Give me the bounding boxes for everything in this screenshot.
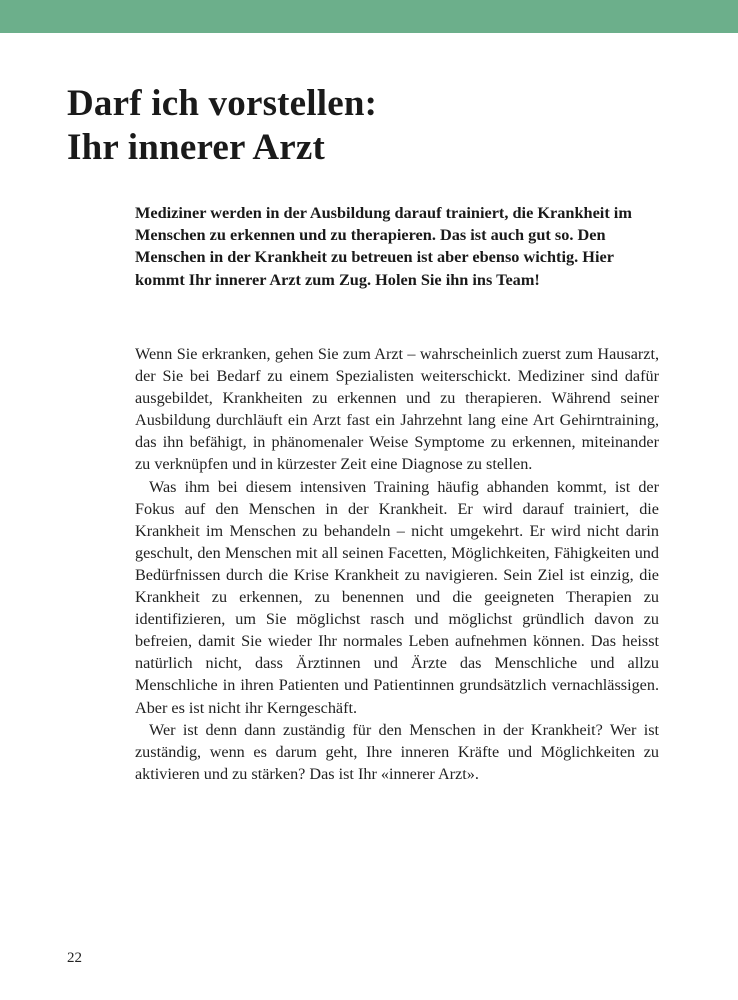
body-paragraph-3: Wer ist denn dann zuständig für den Menschen in der Krankheit? Wer ist zuständig, wenn es darum geht, Ihre inneren Kräfte und Möglichkeiten zu aktivieren und zu stärken? Das ist Ihr «innerer Arzt». xyxy=(135,720,659,783)
chapter-title xyxy=(67,82,377,170)
body-paragraph-2: Was ihm bei diesem intensiven Training häufig abhanden kommt, ist der Fokus auf den Menschen in der Krankheit. Er wird darauf trainiert, die Krankheit im Menschen zu behandeln – nicht umgekehrt. Er wird nicht darin geschult, den Menschen mit all seinen Facetten, Möglichkeiten, Fähigkeiten und Bedürfnissen durch die Krise Krankheit zu navigieren. Sein Ziel ist einzig, die Krankheit zu erkennen, zu benennen und die geeigneten Therapien zu identifizieren, um Sie möglichst rasch und möglichst gründlich davon zu befreien, damit Sie wieder Ihr normales Leben aufnehmen können. Das heisst natürlich nicht, dass Ärztinnen und Ärzte das Menschliche und allzu Menschliche in ihren Patienten und Patientinnen grundsätzlich vernachlässigen. Aber es ist nicht ihr Kerngeschäft. xyxy=(135,477,659,717)
header-color-band xyxy=(0,0,738,33)
body-text xyxy=(135,343,659,785)
lead-paragraph: Mediziner werden in der Ausbildung darauf trainiert, die Krankheit im Menschen zu erkennen und zu therapieren. Das ist auch gut so. Den Menschen in der Krankheit zu betreuen ist aber ebenso wichtig. Hier kommt Ihr innerer Arzt zum Zug. Holen Sie ihn ins Team! xyxy=(135,203,632,289)
title-line-1: Darf ich vorstellen: xyxy=(67,83,378,124)
body-paragraph-1: Wenn Sie erkranken, gehen Sie zum Arzt – wahrscheinlich zuerst zum Hausarzt, der Sie bei Bedarf zu einem Spezialisten weiterschickt. Mediziner sind dafür ausgebildet, Krankheiten zu erkennen und zu therapieren. Während seiner Ausbildung durchläuft ein Arzt fast ein Jahrzehnt lang eine Art Gehirntraining, das ihn befähigt, in phänomenaler Weise Symptome zu erkennen, miteinander zu verknüpfen und in kürzester Zeit eine Diagnose zu stellen. xyxy=(135,345,659,474)
title-line-2: Ihr innerer Arzt xyxy=(67,127,326,168)
page-number: 22 xyxy=(67,950,82,966)
